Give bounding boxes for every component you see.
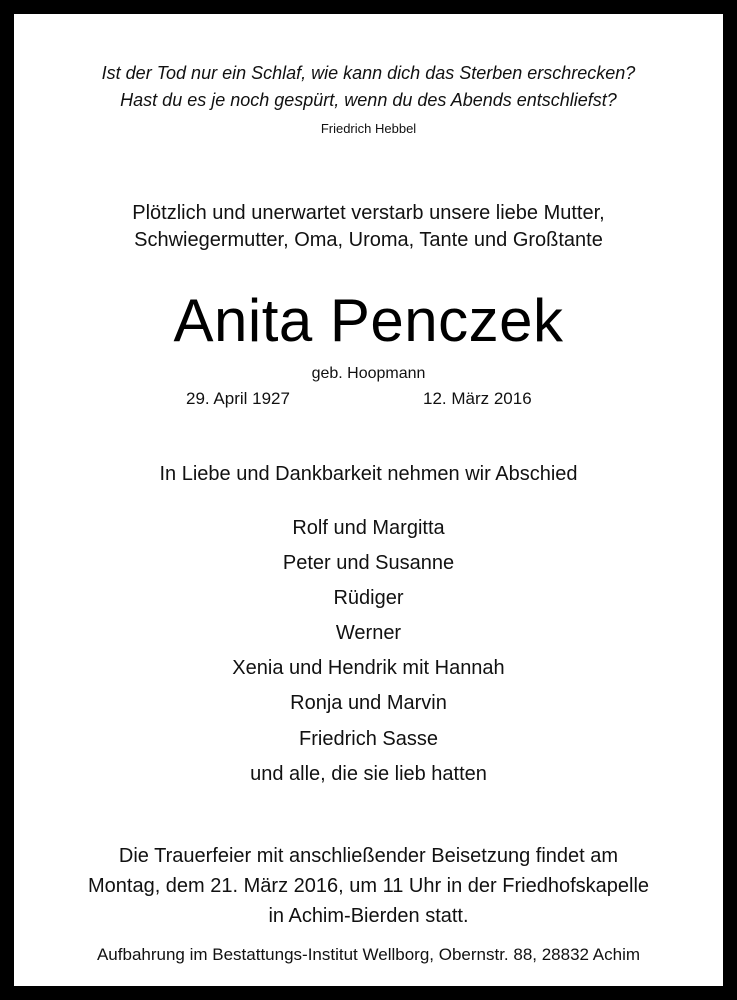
mourner-name: Ronja und Marvin [290,692,447,714]
mourner-name: Xenia und Hendrik mit Hannah [232,657,505,679]
mourner-name: Werner [335,622,402,644]
intro-line-2: Schwiegermutter, Oma, Uroma, Tante und Großtante [134,229,603,251]
deceased-name: Anita Penczek [173,287,564,354]
mourner-name: Friedrich Sasse [299,728,438,750]
birth-name: geb. Hoopmann [311,365,426,382]
mourner-closing: und alle, die sie lieb hatten [250,763,487,785]
viewing-info: Aufbahrung im Bestattungs-Institut Wellborg, Obernstr. 88, 28832 Achim [96,945,641,964]
farewell-text: In Liebe und Dankbarkeit nehmen wir Abschied [159,463,578,485]
service-line-3: in Achim-Bierden statt. [268,905,469,927]
quote-line-1: Ist der Tod nur ein Schlaf, wie kann dich das Sterben erschrecken? [101,63,636,83]
quote-author: Friedrich Hebbel [320,121,417,136]
death-date: 12. März 2016 [423,389,532,408]
service-line-2: Montag, dem 21. März 2016, um 11 Uhr in der Friedhofskapelle [87,875,650,897]
service-line-1: Die Trauerfeier mit anschließender Beisetzung findet am [118,845,619,867]
mourner-name: Peter und Susanne [282,552,455,574]
birth-date: 29. April 1927 [186,389,290,408]
mourner-name: Rüdiger [333,587,404,609]
intro-line-1: Plötzlich und unerwartet verstarb unsere liebe Mutter, [132,202,605,224]
mourner-name: Rolf und Margitta [292,517,445,539]
quote-line-2: Hast du es je noch gespürt, wenn du des Abends entschliefst? [120,90,617,110]
